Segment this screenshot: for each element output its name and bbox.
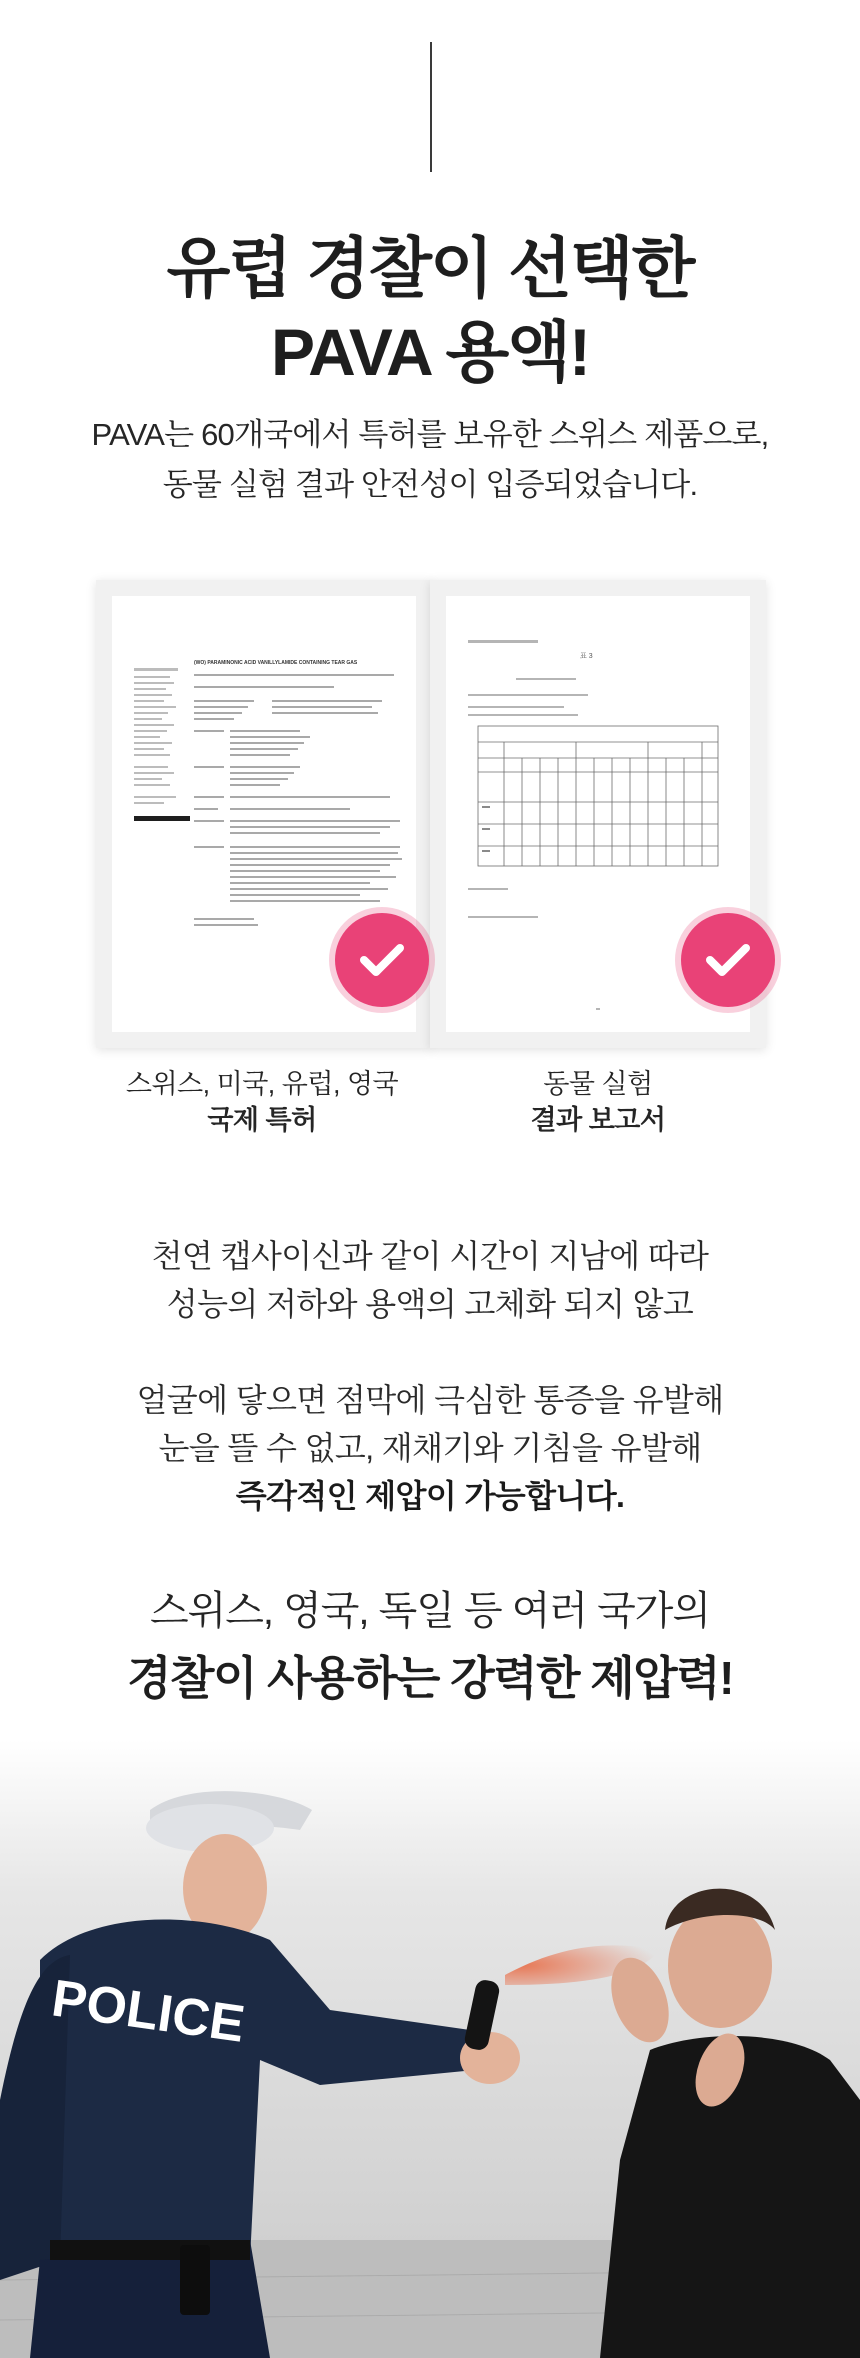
subtitle-line2: 동물 실험 결과 안전성이 입증되었습니다. (162, 467, 698, 502)
patent-caption-line2: 국제 특허 (207, 1105, 317, 1135)
check-badge-patent (335, 913, 429, 1007)
report-caption-line1: 동물 실험 (543, 1069, 653, 1099)
report-caption (428, 1066, 768, 1138)
check-badge-report (681, 913, 775, 1007)
patent-caption-line1: 스위스, 미국, 유럽, 영국 (125, 1069, 399, 1099)
check-icon (358, 940, 406, 980)
feature-paragraph-1 (0, 1232, 860, 1328)
feature-paragraph-1-line1: 천연 캡사이신과 같이 시간이 지남에 따라 (151, 1238, 709, 1274)
report-caption-line2: 결과 보고서 (530, 1105, 666, 1135)
feature-paragraph-2-line3: 즉각적인 제압이 가능합니다. (235, 1478, 625, 1514)
divider-line (430, 42, 432, 172)
check-icon (704, 940, 752, 980)
police-jacket-text: POLICE (48, 1969, 249, 2054)
feature-paragraph-2-line1: 얼굴에 닿으면 점막에 극심한 통증을 유발해 (136, 1382, 724, 1418)
closing-line1: 스위스, 영국, 독일 등 여러 국가의 (149, 1589, 711, 1633)
feature-paragraph-1-line2: 성능의 저하와 용액의 고체화 되지 않고 (166, 1286, 694, 1322)
feature-paragraph-2 (0, 1376, 860, 1520)
page-title-line2: PAVA 용액! (270, 315, 590, 389)
page-title-line1: 유럽 경찰이 선택한 (166, 231, 694, 305)
patent-doc-heading: (WO) PARAMINONIC ACID VANILLYLAMIDE CONTAINING TEAR GAS (194, 660, 358, 666)
feature-paragraph-2-line2: 눈을 뜰 수 없고, 재채기와 기침을 유발해 (158, 1430, 702, 1466)
report-table-heading: 표 3 (580, 653, 593, 660)
police-spray-illustration (0, 1740, 860, 2358)
patent-caption (92, 1066, 432, 1138)
closing-line2: 경찰이 사용하는 강력한 제압력! (127, 1652, 733, 1704)
subtitle-line1: PAVA는 60개국에서 특허를 보유한 스위스 제품으로, (91, 417, 769, 452)
